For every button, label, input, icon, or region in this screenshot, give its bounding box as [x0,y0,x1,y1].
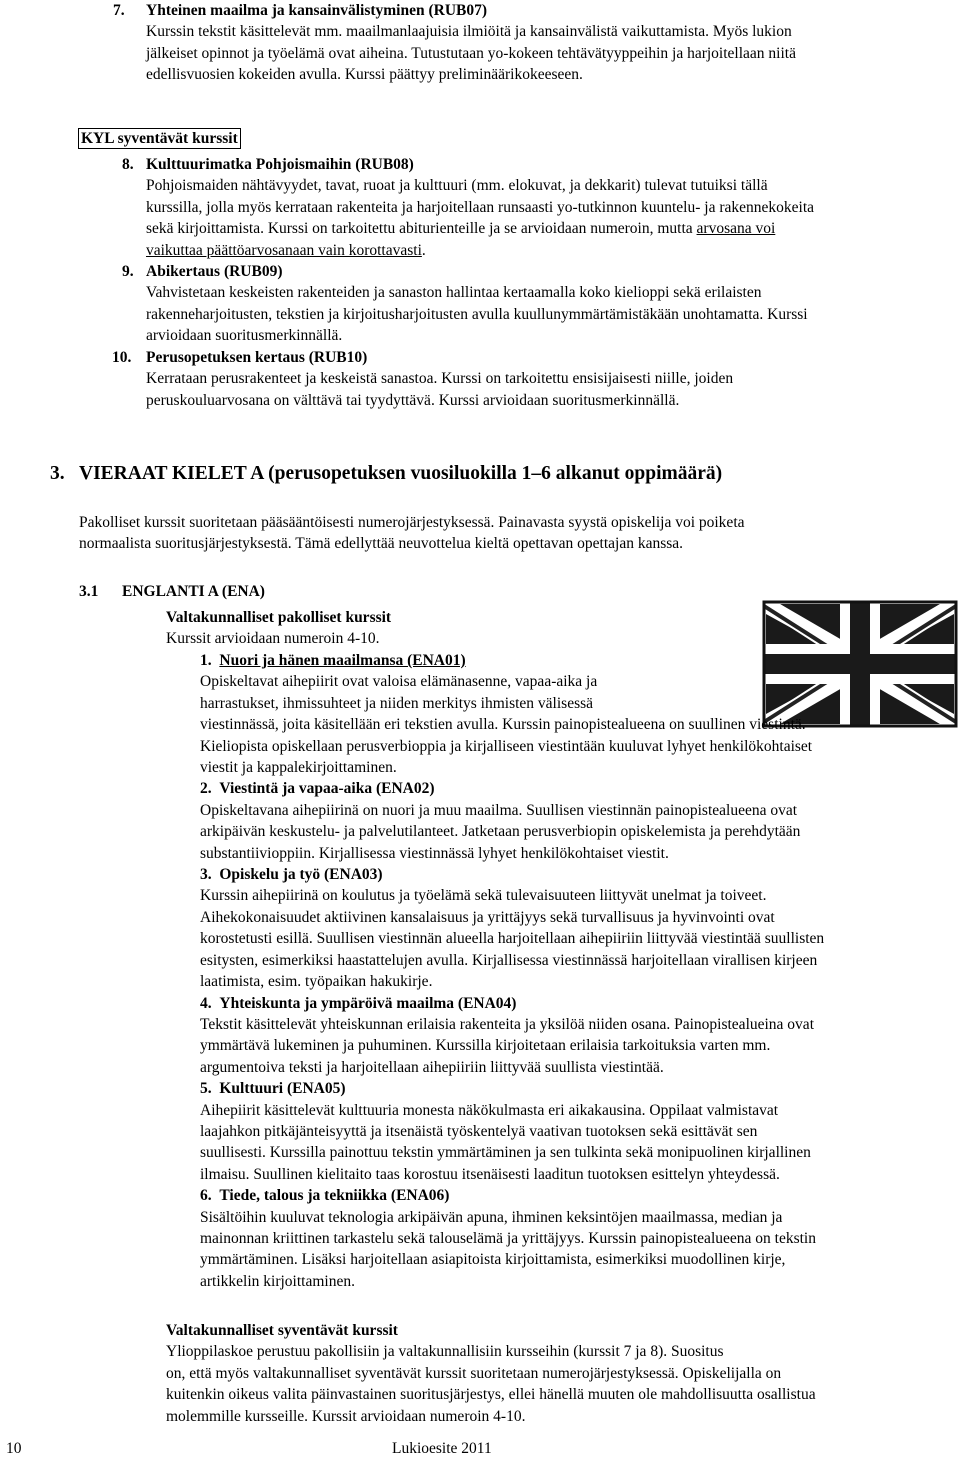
course-rub10 [146,347,956,411]
text-line: kurssilla, jolla myös kerrataan rakenteita ja harjoitellaan runsaasti yo-tutkinnon kuuntelu- ja rakennekokeita [146,198,814,216]
text-line: peruskouluarvosana on välttävä tai tyydyttävä. Kurssi arvioidaan suoritusmerkinnällä. [146,391,680,409]
course-number: 3. [200,866,212,884]
course-number: 8. [122,156,134,173]
course-title: Nuori ja hänen maailmansa (ENA01) [219,652,466,669]
text-line: Vahvistetaan keskeisten rakenteiden ja sanaston hallintaa kertaamalla koko kielioppi sekä erilaisten [146,284,762,302]
text-line: viestinnässä, joita käsitellään eri tekstien avulla. Kurssin painopistealueena on suullinen viestintä. [200,716,806,734]
course-heading [200,1078,950,1099]
text-line: molemmille kursseille. Kurssit arvioidaan numeroin 4-10. [166,1407,526,1425]
chapter-number: 3. [50,463,65,484]
course-title: Tiede, talous ja tekniikka (ENA06) [219,1187,450,1205]
text-line: mainonnan kriittinen tarkastelu sekä talouselämä ja yrittäjyys. Kurssin painopistealueena on tekstin [200,1229,816,1247]
course-ena02 [200,778,950,864]
text-line: ymmärtävä lukeminen ja puhuminen. Kurssilla kirjoitetaan erilaisia tarkoituksia varten mm. [200,1037,771,1055]
text-line: rakenneharjoitusten, tekstien ja kirjoitusharjoitusten avulla kuullunymmärtämistäkään unohtamatta. Kurssi [146,305,808,323]
course-number: 4. [200,994,212,1012]
course-title: Opiskelu ja työ (ENA03) [219,866,383,884]
advanced-courses [166,1320,956,1427]
text-line: Pohjoismaiden nähtävyydet, tavat, ruoat ja kulttuuri (mm. elokuvat, ja dekkarit) tulevat tutuiksi tällä [146,177,768,195]
advanced-heading: Valtakunnalliset syventävät kurssit [166,1322,398,1339]
text-line: Pakolliset kurssit suoritetaan pääsääntöisesti numerojärjestyksessä. Painavasta syystä opiskelija voi poiketa [79,514,745,531]
text-line: on, että myös valtakunnalliset syventävät kurssit suoritetaan numerojärjestyksessä. Opiskelijalla on [166,1364,782,1382]
course-rub07 [146,0,946,86]
text-line: laatimista, esim. työpaikan hakukirje. [200,973,433,991]
text-line: Kerrataan perusrakenteet ja keskeistä sanastoa. Kurssi on tarkoitettu ensisijaisesti niille, joiden [146,370,734,388]
text-line: argumentoiva teksti ja harjoitellaan aihepiiriin liittyvää suullista viestintää. [200,1058,664,1076]
text-line: suullisesti. Kurssilla painottuu tekstin ymmärtäminen ja sen tulkinta sekä monipuolinen kirjallinen [200,1144,811,1162]
text-line: kuitenkin oikeus valita päinvastainen suoritusjärjestys, ellei hänellä muuten ole mahdollisuutta osallistua [166,1386,816,1404]
text-line: Aihekokonaisuudet aktiivinen kansalaisuus ja yrittäjyys sekä turvallisuus ja hyvinvointi ovat [200,908,775,926]
text-line: substantiivioppiin. Kirjallisessa viestinnässä lyhyet henkilökohtaiset viestit. [200,844,669,862]
chapter-intro [79,512,949,555]
text-line: Kurssin aihepiirinä on koulutus ja työelämä sekä tulevaisuuteen liittyvät unelmat ja toiveet. [200,887,767,905]
course-title: Yhteiskunta ja ympäröivä maailma (ENA04) [219,994,517,1012]
text-line: korostetusti esillä. Suullisen viestinnän alueella harjoitellaan aihepiiriin liittyvää viestintää suullisten [200,930,825,948]
text-line: esitysten, esimerkiksi haastattelujen avulla. Kirjallisessa viestinnässä harjoitellaan virallisen kirjeen [200,951,818,969]
underlined-text: arvosana voi [696,220,776,238]
course-number: 5. [200,1080,212,1098]
text-line: Sisältöihin kuuluvat teknologia arkipäivän apuna, ihminen keksintöjen maailmassa, median ja [200,1208,783,1226]
course-list [200,650,950,1292]
text-line: arvioidaan suoritusmerkinnällä. [146,327,343,345]
text-line: Tekstit käsittelevät yhteiskunnan erilaisia rakenteita ja yksilöä niiden osana. Painopistealueina ovat [200,1015,814,1033]
text-line: harrastukset, ihmissuhteet ja niiden merkitys ihmisten välisessä [200,694,594,712]
text-line [146,240,956,261]
page-number: 10 [6,1440,22,1457]
course-title: Viestintä ja vapaa-aika (ENA02) [219,780,435,798]
course-number: 1. [200,652,212,669]
text-line: artikkelin kirjoittaminen. [200,1272,355,1290]
course-ena04 [200,993,950,1079]
kyl-heading-box [78,128,241,149]
text-line: Aihepiirit käsittelevät kulttuuria monesta näkökulmasta eri aikakausina. Oppilaat valmistavat [200,1101,779,1119]
course-heading [200,993,950,1014]
course-ena05 [200,1078,950,1185]
text-line: jälkeiset opinnot ja työelämä ovat aiheina. Tutustutaan yo-kokeen tehtävätyyppeihin ja harjoitellaan niitä [146,44,796,62]
course-heading [200,650,950,671]
text-span: . [421,241,426,259]
course-rub09 [146,261,956,347]
text-line: laajahkon pitkäjänteisyyttä ja itsenäistä työskentelyä vaativan tuotoksen sekä esittävät sen [200,1122,758,1140]
underlined-text: vaikuttaa päättöarvosanaan vain korottavasti [146,241,422,259]
course-heading [200,1185,950,1206]
course-ena01 [200,650,950,778]
text-line: Opiskeltavat aihepiirit ovat valoisa elämänasenne, vapaa-aika ja [200,673,598,691]
chapter-title: VIERAAT KIELET A (perusopetuksen vuosiluokilla 1–6 alkanut oppimäärä) [79,463,723,484]
course-title: Perusopetuksen kertaus (RUB10) [146,349,368,366]
course-ena06 [200,1185,950,1292]
course-heading [200,778,950,799]
text-line: Kurssin tekstit käsittelevät mm. maailmanlaajuisia ilmiöitä ja kansainvälistä vaikuttamista. Myös lukion [146,23,792,41]
footer-title: Lukioesite 2011 [392,1440,492,1457]
course-heading [200,864,950,885]
kyl-heading: KYL syventävät kurssit [78,128,241,149]
text-line: edellisvuosien kokeiden avulla. Kurssi päättyy preliminäärikokeeseen. [146,66,583,84]
text-span: sekä kirjoittamista. Kurssi on tarkoitettu abiturienteille ja se arvioidaan numeroin, mutta [146,220,693,238]
course-title: Yhteinen maailma ja kansainvälistyminen (RUB07) [146,2,488,19]
text-line: normaalista suoritusjärjestyksestä. Tämä edellyttää neuvottelua kieltä opettavan opettajan kanssa. [79,535,684,553]
text-line: Opiskeltavana aihepiirinä on nuori ja muu maailma. Suullisen viestinnän painopistealueena ovat [200,801,798,819]
mandatory-heading: Valtakunnalliset pakolliset kurssit [166,609,392,626]
subchapter-title: ENGLANTI A (ENA) [122,583,265,600]
course-title: Kulttuurimatka Pohjoismaihin (RUB08) [146,156,414,173]
mandatory-courses-header [166,607,726,650]
subchapter-number: 3.1 [79,583,99,600]
course-title: Abikertaus (RUB09) [146,263,283,280]
course-ena03 [200,864,950,992]
course-rub08 [146,154,956,261]
text-line [146,218,956,239]
text-line: Kieliopista opiskellaan perusverbioppia ja kirjalliseen viestintään kuuluvat lyhyet henkilökohtaiset [200,737,813,755]
text-line: Ylioppilaskoe perustuu pakollisiin ja valtakunnallisiin kursseihin (kurssit 7 ja 8). Suositus [166,1343,724,1361]
course-title: Kulttuuri (ENA05) [219,1080,346,1098]
text-line: arkipäivän keskustelu- ja palvelutilanteet. Jatketaan perusverbiopin opiskelemista ja perehdytään [200,823,801,841]
course-number: 6. [200,1187,212,1205]
text-line: ymmärtäminen. Lisäksi harjoitellaan asiapitoista kirjoittamista, esimerkiksi muodollinen kirje, [200,1251,786,1269]
course-number: 2. [200,780,212,798]
course-number: 7. [113,2,125,19]
course-number: 9. [122,263,134,280]
text-line: ilmaisu. Suullinen kielitaito taas korostuu itsenäisesti laaditun tuotoksen esittelyn yhteydessä. [200,1165,780,1183]
mandatory-note: Kurssit arvioidaan numeroin 4-10. [166,630,380,648]
text-line: viestit ja kappalekirjoittaminen. [200,759,397,777]
course-number: 10. [112,349,132,366]
